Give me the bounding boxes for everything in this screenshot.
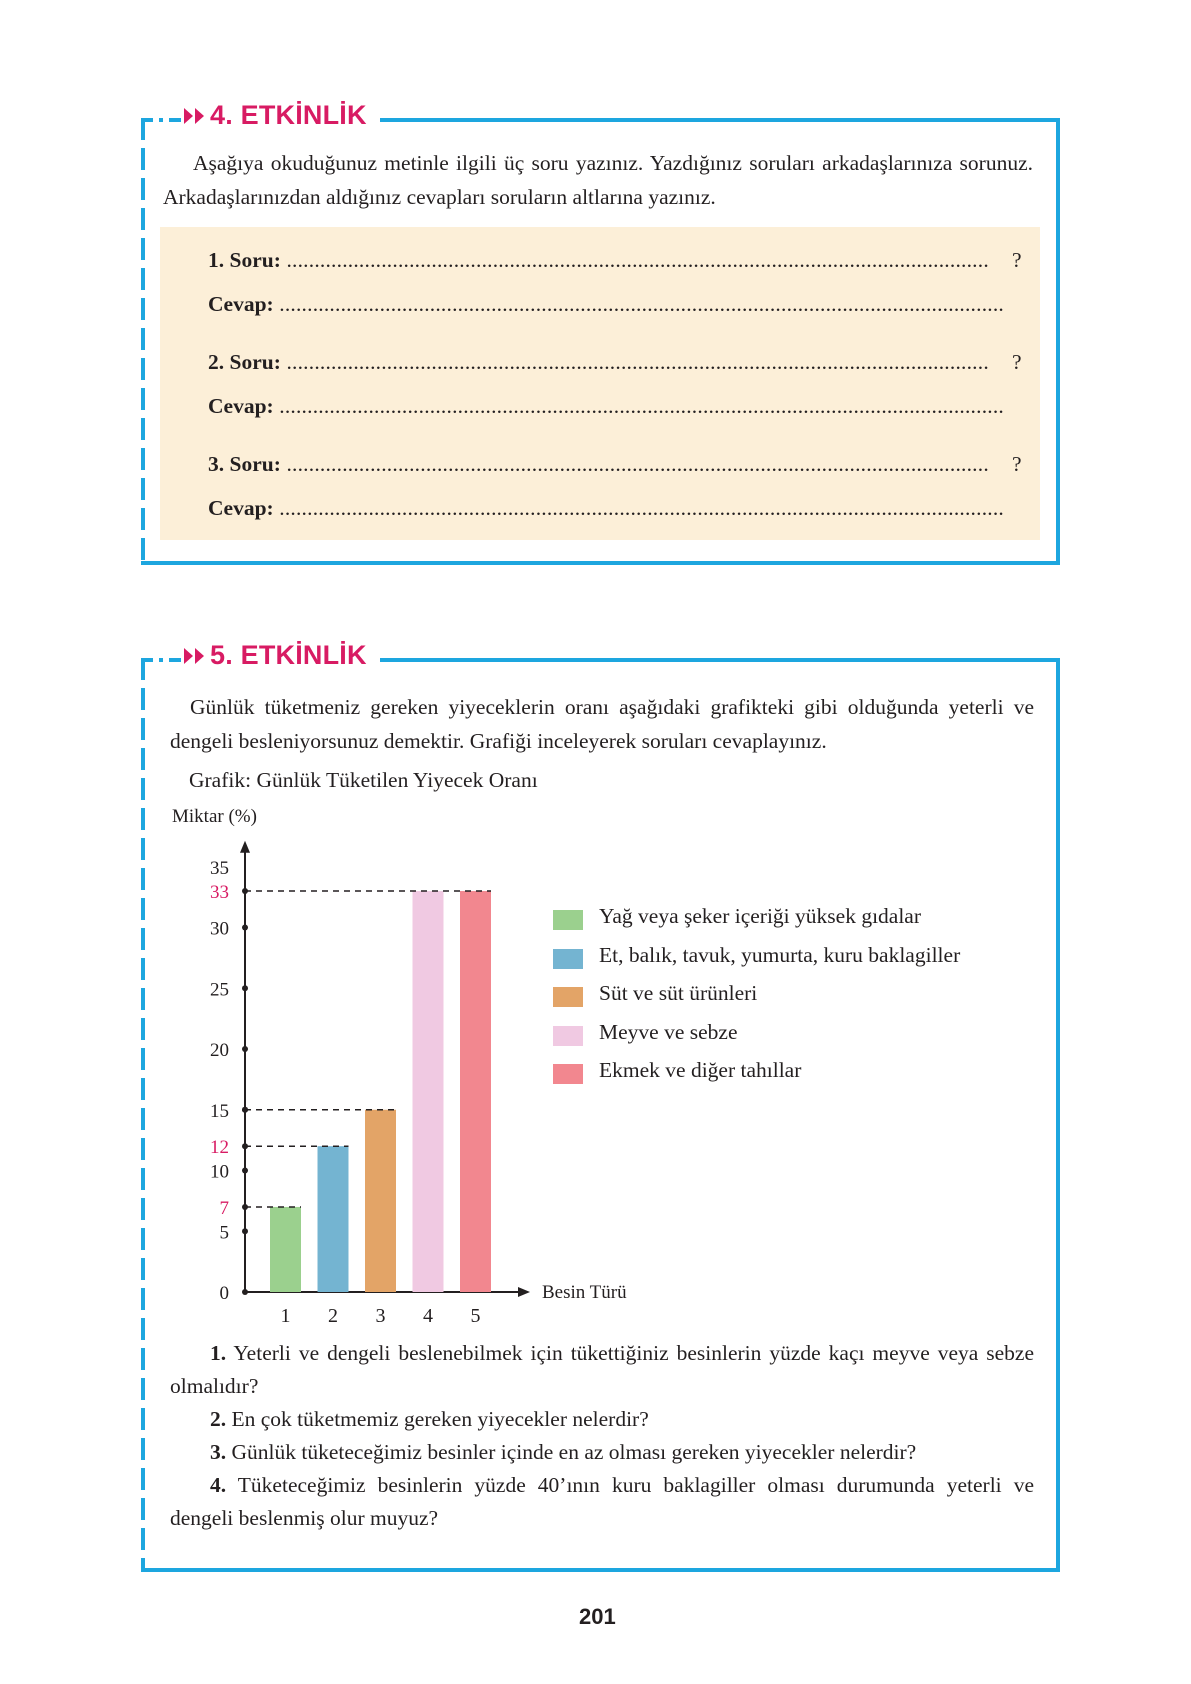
activity4-frame-left — [141, 118, 145, 565]
answer-line-1[interactable]: Cevap: .................................................................................................................................. — [208, 292, 1005, 316]
activity5-frame-left — [141, 658, 145, 1572]
legend-swatch-1 — [553, 910, 583, 930]
guide-dot-15 — [242, 1107, 248, 1113]
question-2: 2. En çok tüketmemiz gereken yiyecekler nelerdir? — [210, 1407, 649, 1431]
answer-line-3[interactable]: Cevap: .................................................................................................................................. — [208, 496, 1005, 520]
activity4-arrows-icon — [184, 106, 206, 126]
question-line-1[interactable]: 1. Soru: .............................................................................................................................. — [208, 248, 989, 272]
question-mark-2: ? — [1012, 350, 1022, 374]
activity4-frame-top — [380, 118, 1060, 122]
question-4: 4. Tüketeceğimiz besinlerin yüzde 40’ının kuru baklagiller olması durumunda yeterli ve dengeli beslenmiş olur muyuz? — [170, 1473, 1034, 1530]
legend-label-1: Yağ veya şeker içeriği yüksek gıdalar — [599, 904, 922, 928]
bar-4 — [413, 891, 444, 1292]
x-tick-label-2: 2 — [328, 1305, 338, 1327]
y-tick-highlight-12: 12 — [210, 1137, 229, 1159]
bar-5 — [460, 891, 491, 1292]
x-tick-label-5: 5 — [470, 1305, 481, 1327]
y-tick-dot-10 — [242, 1168, 248, 1174]
y-tick-label-5: 5 — [219, 1222, 229, 1244]
question-line-3[interactable]: 3. Soru: .............................................................................................................................. — [208, 452, 989, 476]
x-axis-label: Besin Türü — [542, 1282, 627, 1303]
page-number: 201 — [579, 1604, 616, 1629]
answer-line-2[interactable]: Cevap: .................................................................................................................................. — [208, 394, 1005, 418]
legend-label-2: Et, balık, tavuk, yumurta, kuru baklagiller — [599, 942, 961, 967]
y-tick-dot-0 — [242, 1289, 248, 1295]
activity4-title: 4. ETKİNLİK — [210, 100, 371, 131]
activity5-arrows-icon — [184, 646, 206, 666]
bar-3 — [365, 1110, 396, 1292]
guide-dot-7 — [242, 1204, 248, 1210]
question-line-2[interactable]: 2. Soru: .............................................................................................................................. — [208, 350, 989, 374]
question-3: 3. Günlük tüketeceğimiz besinler içinde en az olması gereken yiyecekler nelerdir? — [210, 1440, 917, 1464]
x-tick-label-1: 1 — [280, 1305, 291, 1327]
activity4-frame-bottom-left — [141, 561, 241, 565]
activity5-frame-top — [380, 658, 1060, 662]
x-tick-label-3: 3 — [375, 1305, 386, 1327]
y-tick-label-20: 20 — [210, 1040, 229, 1061]
activity5-intro: Günlük tüketmeniz gereken yiyeceklerin oranı aşağıdaki grafikteki gibi olduğunda yeterli ve dengeli besleniyorsunuz demektir. Grafiği inceleyerek soruları cevaplayınız. — [170, 695, 1034, 753]
y-tick-label-25: 25 — [210, 979, 229, 1001]
guide-dot-33 — [242, 888, 248, 894]
activity4-answer-area — [160, 227, 1040, 540]
legend-swatch-2 — [553, 949, 583, 969]
legend-swatch-5 — [553, 1064, 583, 1084]
y-tick-highlight-33: 33 — [210, 882, 229, 904]
bar-1 — [270, 1207, 301, 1292]
y-tick-dot-20 — [242, 1046, 248, 1052]
question-mark-1: ? — [1012, 248, 1022, 272]
legend-label-5: Ekmek ve diğer tahıllar — [599, 1058, 802, 1082]
y-axis-label: Miktar (%) — [172, 806, 257, 827]
y-tick-label-10: 10 — [210, 1161, 229, 1183]
question-mark-3: ? — [1012, 452, 1022, 476]
question-1: 1. Yeterli ve dengeli beslenebilmek için tükettiğiniz besinlerin yüzde kaçı meyve veya sebze olmalıdır? — [170, 1341, 1035, 1398]
guide-dot-12 — [242, 1143, 248, 1149]
activity4-intro: Aşağıya okuduğunuz metinle ilgili üç soru yazınız. Yazdığınız soruları arkadaşlarınıza sorunuz. Arkadaşlarınızdan aldığınız cevapları soruların altlarına yazınız. — [163, 151, 1033, 209]
y-tick-dot-5 — [242, 1228, 248, 1234]
y-tick-label-35: 35 — [210, 857, 229, 879]
bar-2 — [318, 1146, 349, 1292]
y-axis-arrow-icon — [240, 841, 250, 853]
y-tick-dot-30 — [242, 925, 248, 931]
legend-swatch-3 — [553, 987, 583, 1007]
legend-label-3: Süt ve süt ürünleri — [599, 981, 758, 1005]
activity5-frame-bottom-left — [141, 1568, 241, 1572]
y-tick-dot-25 — [242, 985, 248, 991]
legend-label-4: Meyve ve sebze — [599, 1019, 738, 1044]
y-tick-highlight-7: 7 — [219, 1197, 229, 1219]
chart-title: Grafik: Günlük Tüketilen Yiyecek Oranı — [189, 768, 538, 792]
activity5-title: 5. ETKİNLİK — [210, 640, 371, 671]
y-tick-label-15: 15 — [210, 1100, 229, 1122]
legend-swatch-4 — [553, 1026, 583, 1046]
activity4-frame-top-left — [141, 118, 181, 122]
y-tick-label-30: 30 — [210, 918, 229, 940]
x-tick-label-4: 4 — [423, 1305, 433, 1327]
activity5-frame-top-left — [141, 658, 181, 662]
x-axis-arrow-icon — [518, 1287, 530, 1297]
y-tick-label-0: 0 — [219, 1283, 229, 1304]
